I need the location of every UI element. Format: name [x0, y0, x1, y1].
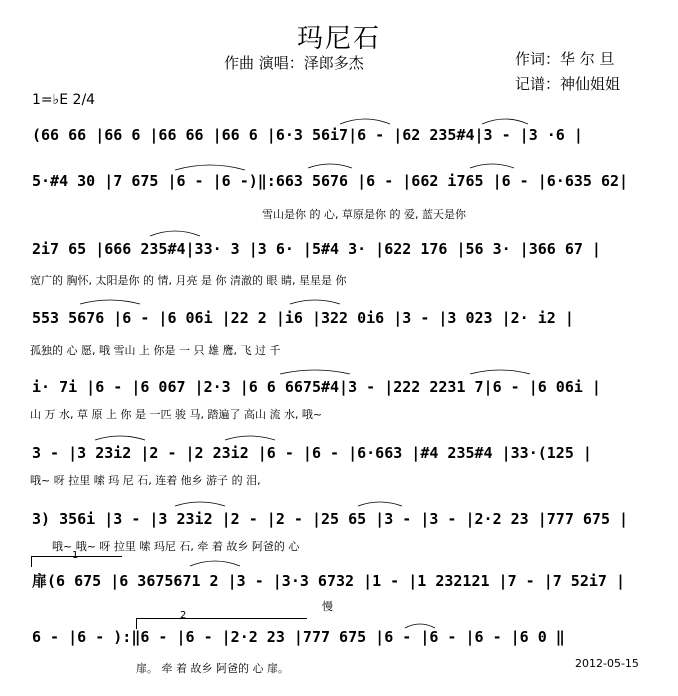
- lyric-line-4: 孤独的 心 愿, 哦 雪山 上 你是 一 只 雄 鹰, 飞 过 千: [30, 344, 281, 357]
- staff-line-3: 2i7 65 |666 235#4|33· 3 |3 6· |5#4 3· |622 176 |56 3· |366 67 |: [32, 240, 601, 258]
- staff-line-4: 553 5676 |6 - |6 06i |22 2 |i6 |322 0i6 |3 - |3 023 |2· i2 |: [32, 309, 574, 327]
- staff-line-6: 3 - |3 23i2 |2 - |2 23i2 |6 - |6 - |6·663 |#4 235#4 |33·(125 |: [32, 444, 592, 462]
- key-signature: 1=♭E 2/4: [32, 92, 96, 108]
- staff-line-7: 3) 356i |3 - |3 23i2 |2 - |2 - |25 65 |3 - |3 - |2·2 23 |777 675 |: [32, 510, 629, 528]
- staff-line-9: 6 - |6 - ):‖6 - |6 - |2·2 23 |777 675 |6 - |6 - |6 - |6 0 ‖: [32, 628, 565, 646]
- volta-number-1: 1: [72, 550, 79, 561]
- date-stamp: 2012-05-15: [575, 657, 639, 670]
- staff-line-1: (66 66 |66 6 |66 66 |66 6 |6·3 56i7|6 - |62 235#4|3 - |3 ·6 |: [32, 126, 583, 144]
- tempo-marking: 慢: [322, 600, 333, 613]
- volta-number-2: 2: [180, 610, 187, 621]
- lyric-line-3: 宽广的 胸怀, 太阳是你 的 情, 月亮 是 你 清澈的 眼 睛, 星星是 你: [30, 274, 347, 287]
- lyric-line-5: 山 万 水, 草 原 上 你 是 一匹 骏 马, 踏遍了 高山 流 水, 哦~: [30, 408, 323, 421]
- lyricist-credit: 作词：华 尔 旦: [515, 50, 615, 68]
- staff-line-5: i· 7i |6 - |6 067 |2·3 |6 6 6675#4|3 - |222 2231 7|6 - |6 06i |: [32, 378, 601, 396]
- lyric-line-2: 雪山是你 的 心, 草原是你 的 爱, 蓝天是你: [262, 208, 466, 221]
- lyric-line-6: 哦~ 呀 拉里 嗦 玛 尼 石, 连着 他乡 游子 的 泪,: [30, 474, 261, 487]
- composer-credit: 作曲 演唱：泽郎多杰: [224, 54, 364, 72]
- lyric-line-7: 哦~ 哦~ 呀 拉里 嗦 玛尼 石, 牵 着 故乡 阿爸的 心: [52, 540, 300, 553]
- page-title: 玛尼石: [296, 24, 381, 54]
- staff-line-2: 5·#4 30 |7 675 |6 - |6 -)‖:663 5676 |6 - |662 i765 |6 - |6·635 62|: [32, 172, 629, 190]
- transcriber-credit: 记谱：神仙姐姐: [515, 75, 621, 93]
- lyric-line-9: 扉。 牵 着 故乡 阿爸的 心 扉。: [136, 662, 289, 675]
- staff-line-8: 扉(6 675 |6 3675671 2 |3 - |3·3 6732 |1 - |1 232121 |7 - |7 52i7 |: [32, 572, 625, 590]
